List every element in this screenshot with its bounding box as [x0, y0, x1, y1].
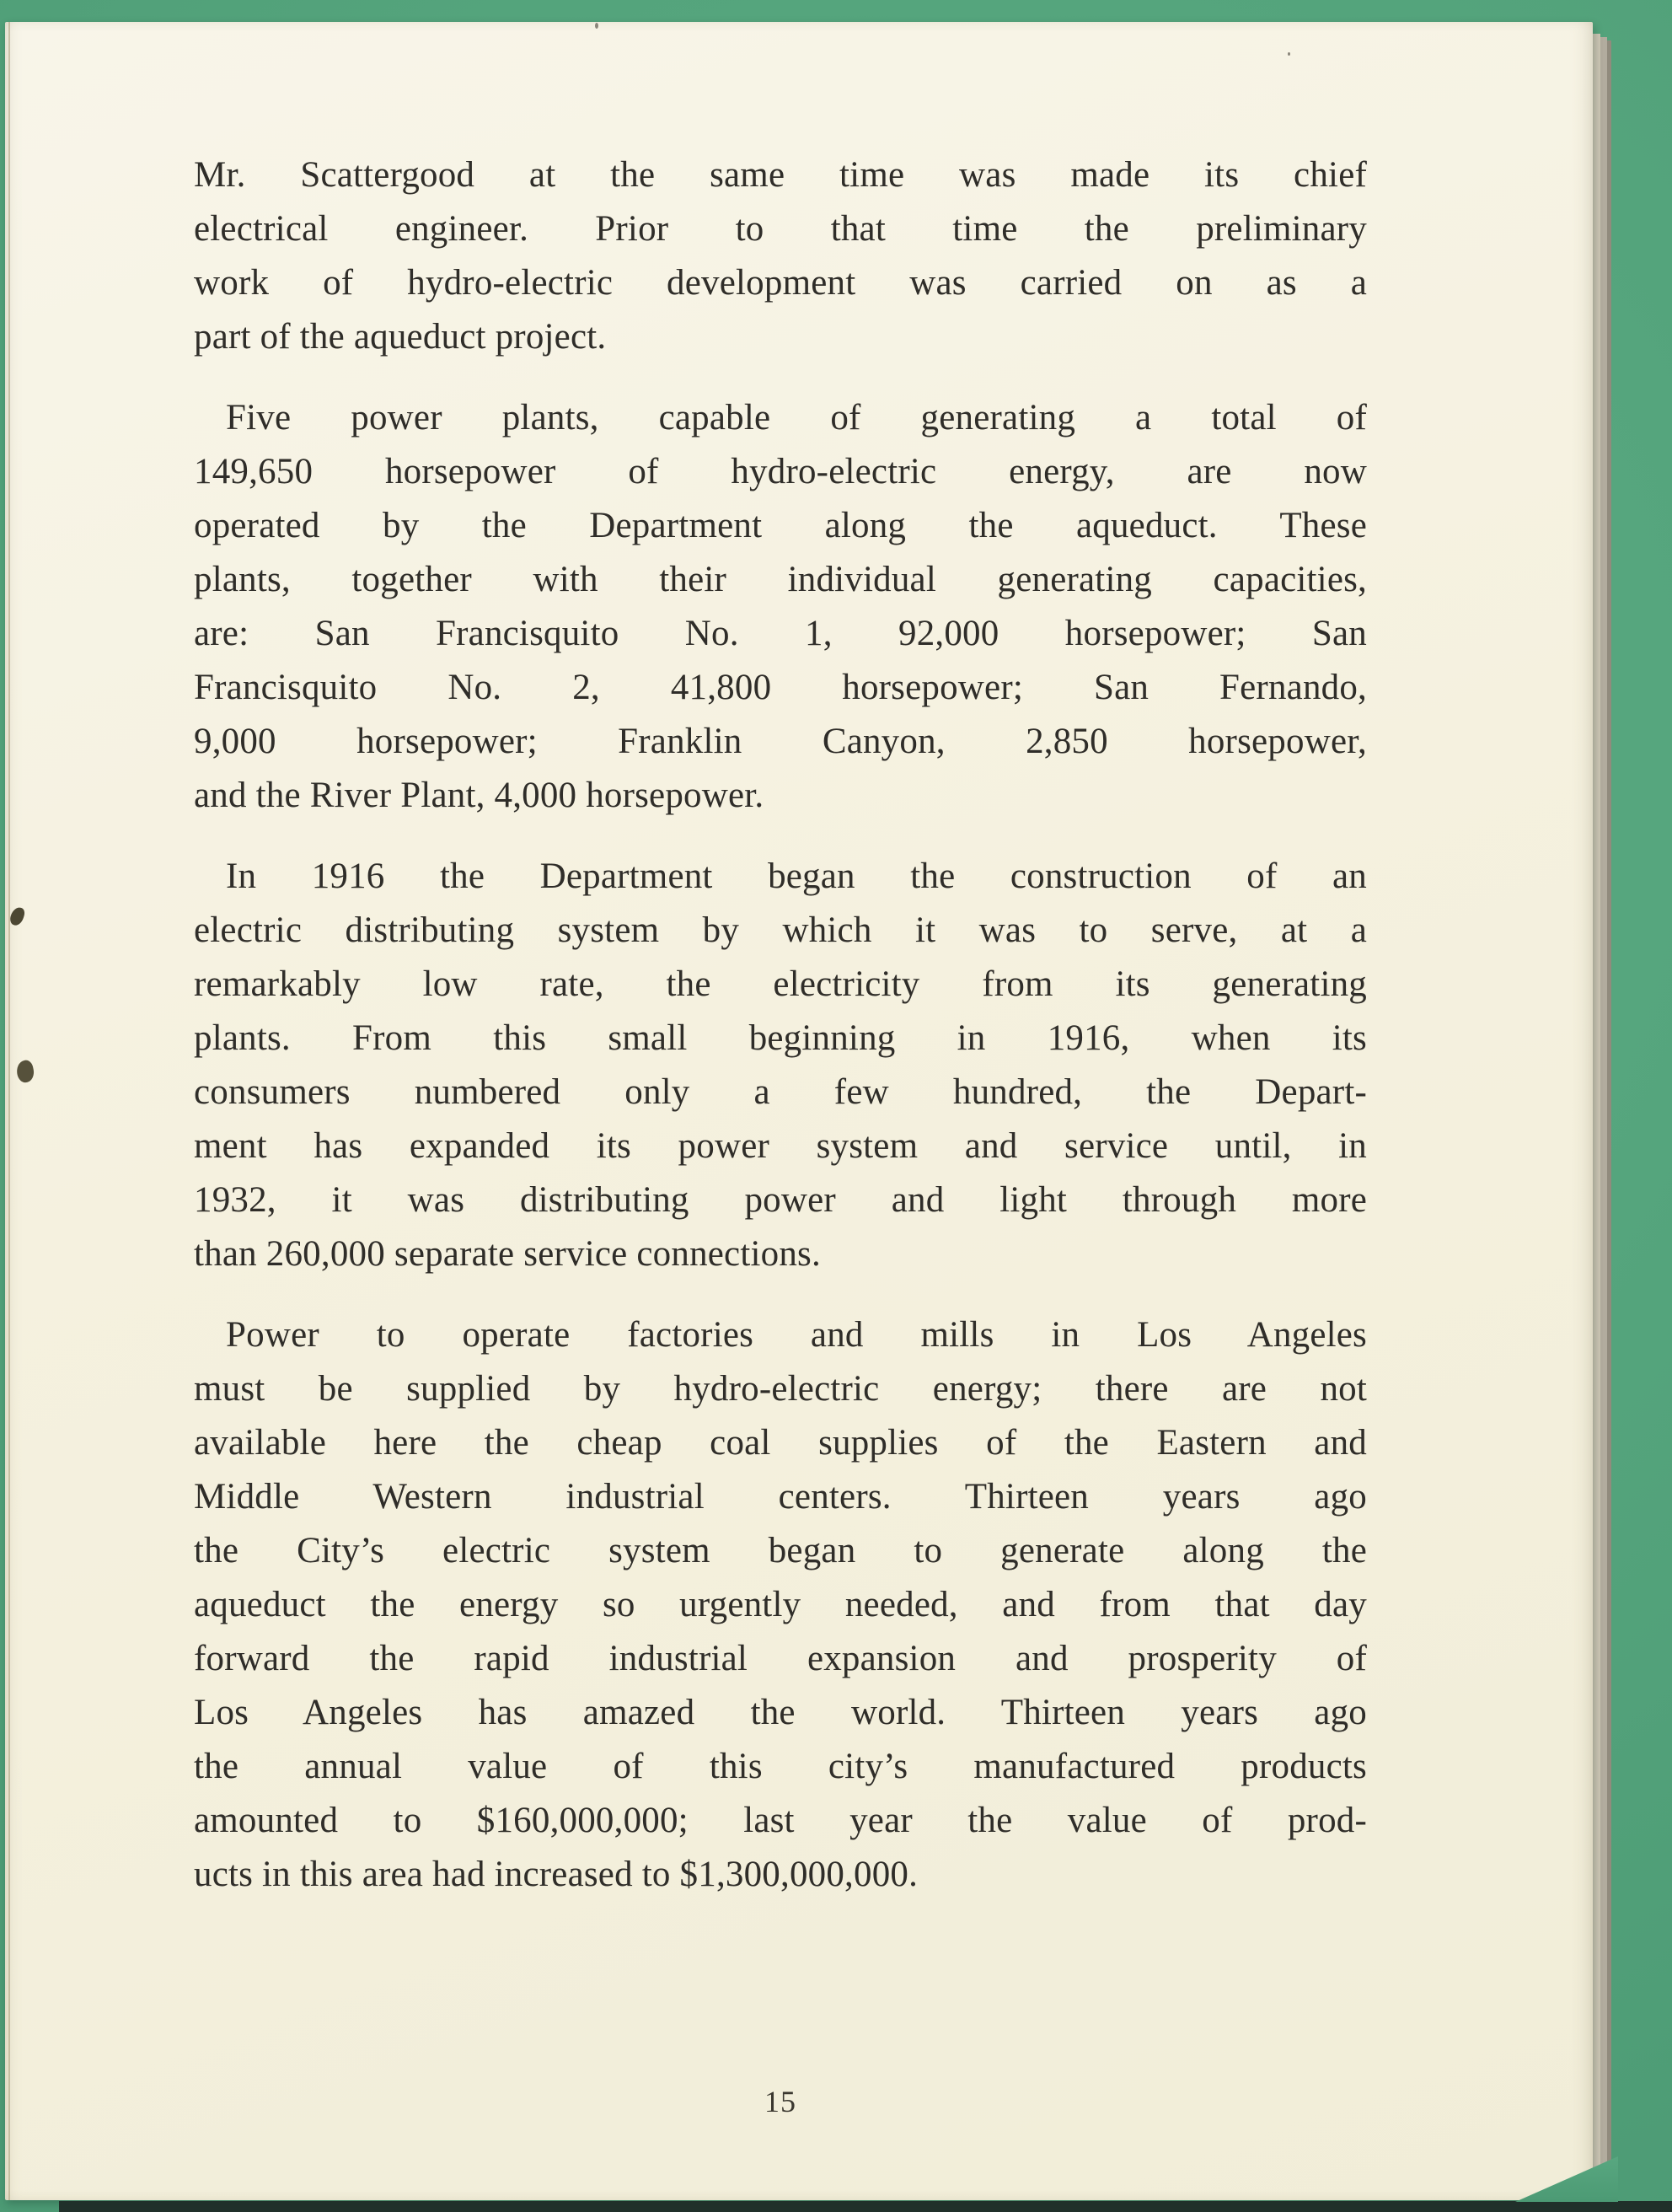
text-line: ucts in this area had increased to $1,300,000,000. — [194, 1855, 919, 1894]
paragraph — [194, 391, 1367, 823]
text-line: 9,000 horsepower; Franklin Canyon, 2,850 horsepower, — [194, 722, 1367, 761]
text-line: available here the cheap coal supplies of the Eastern and — [194, 1423, 1367, 1463]
text-line: the annual value of this city’s manufactured products — [194, 1747, 1367, 1786]
page-text-block — [194, 148, 1367, 1902]
text-line: electric distributing system by which it was to serve, at a — [194, 910, 1367, 950]
text-line: amounted to $160,000,000; last year the value of prod- — [194, 1801, 1367, 1840]
page-stack-edge-strip — [1600, 37, 1607, 2192]
book-page — [5, 22, 1593, 2200]
text-line: operated by the Department along the aqueduct. These — [194, 506, 1367, 545]
text-line: forward the rapid industrial expansion and prosperity of — [194, 1639, 1367, 1678]
text-line: In 1916 the Department began the construction of an — [226, 856, 1367, 896]
text-line: Mr. Scattergood at the same time was made its chief — [194, 155, 1367, 195]
text-line: aqueduct the energy so urgently needed, and from that day — [194, 1585, 1367, 1624]
text-line: part of the aqueduct project. — [194, 317, 607, 357]
text-line: 1932, it was distributing power and light through more — [194, 1180, 1367, 1220]
page-number: 15 — [764, 2085, 796, 2118]
text-line: 149,650 horsepower of hydro-electric energy, are now — [194, 452, 1367, 491]
paper-speck — [595, 23, 598, 29]
text-line: the City’s electric system began to generate along the — [194, 1531, 1367, 1570]
text-line: plants. From this small beginning in 1916, when its — [194, 1018, 1367, 1058]
text-line: must be supplied by hydro-electric energy; there are not — [194, 1369, 1367, 1409]
text-line: than 260,000 separate service connections. — [194, 1234, 821, 1274]
text-line: plants, together with their individual generating capacities, — [194, 560, 1367, 599]
text-line: work of hydro-electric development was carried on as a — [194, 263, 1367, 303]
text-line: Middle Western industrial centers. Thirteen years ago — [194, 1477, 1367, 1517]
paragraph — [194, 850, 1367, 1281]
page-binding-crease — [8, 22, 10, 2200]
paragraph — [194, 148, 1367, 364]
text-line: are: San Francisquito No. 1, 92,000 horsepower; San — [194, 614, 1367, 653]
text-line: Five power plants, capable of generating a total of — [226, 398, 1367, 438]
page-stack-edge-strip — [1607, 40, 1611, 2190]
text-line: and the River Plant, 4,000 horsepower. — [194, 776, 764, 815]
text-line: ment has expanded its power system and service until, in — [194, 1126, 1367, 1166]
paragraph — [194, 1308, 1367, 1902]
text-line: Power to operate factories and mills in Los Angeles — [226, 1315, 1367, 1355]
text-line: consumers numbered only a few hundred, the Depart- — [194, 1072, 1367, 1112]
text-line: Los Angeles has amazed the world. Thirteen years ago — [194, 1693, 1367, 1732]
text-line: electrical engineer. Prior to that time the preliminary — [194, 209, 1367, 249]
text-line: Francisquito No. 2, 41,800 horsepower; San Fernando, — [194, 668, 1367, 707]
paper-speck — [1288, 52, 1290, 56]
text-line: remarkably low rate, the electricity from its generating — [194, 964, 1367, 1004]
page-bottom-shadow — [59, 2201, 1672, 2212]
page-stack-edge-strip — [1593, 34, 1600, 2193]
